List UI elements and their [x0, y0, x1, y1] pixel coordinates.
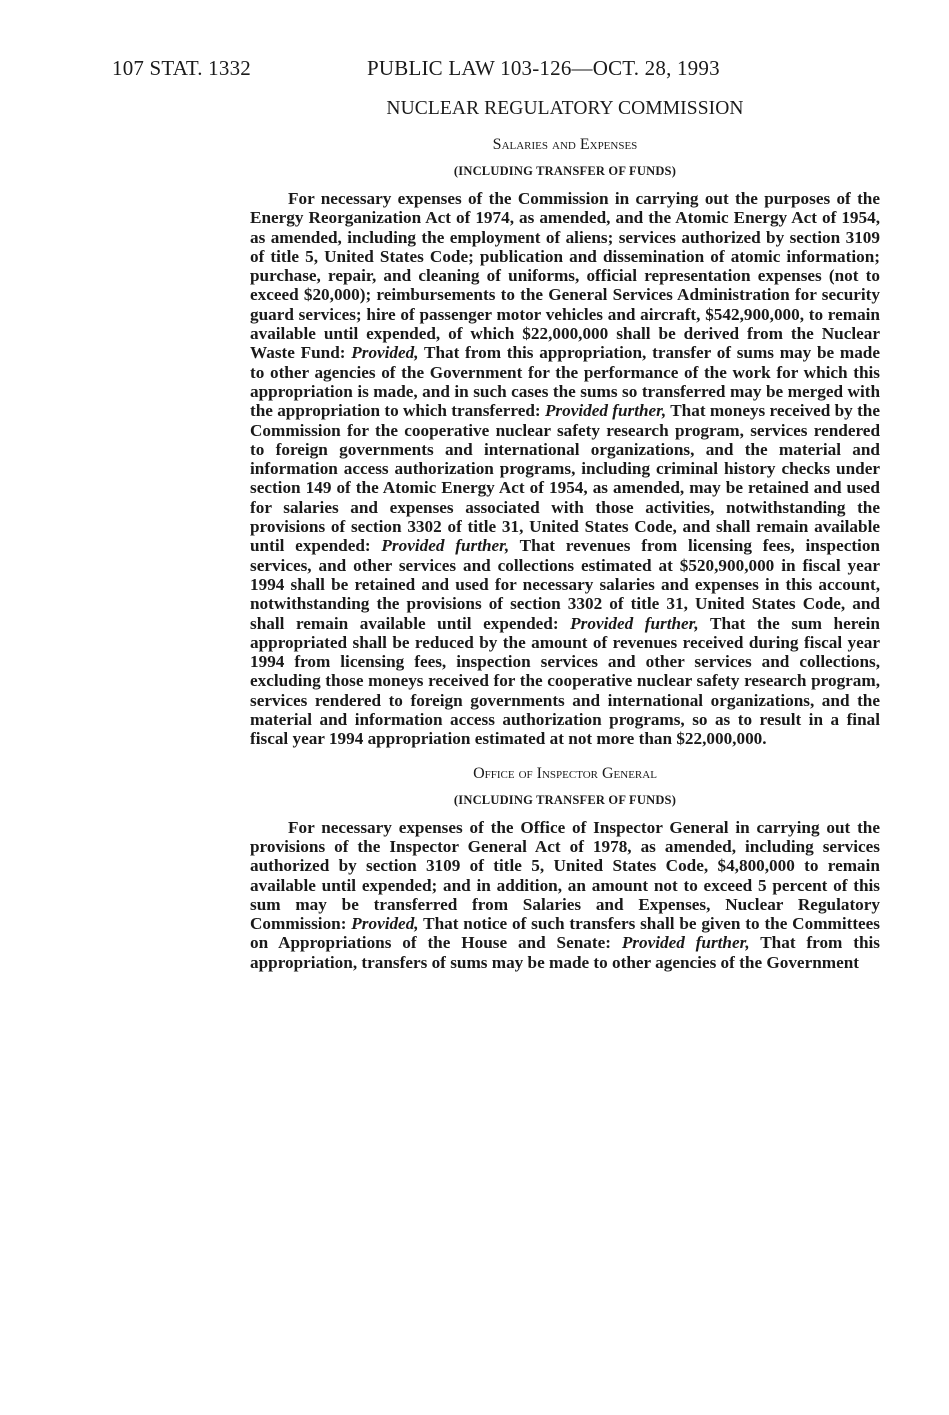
text-column: [250, 98, 880, 972]
stat-page-number: 107 STAT. 1332: [112, 56, 251, 80]
transfer-note-inspector-general: (INCLUDING TRANSFER OF FUNDS): [453, 792, 677, 807]
section-heading-inspector-general: Office of Inspector General: [473, 764, 657, 782]
section-heading-salaries: Salaries and Expenses: [492, 136, 638, 153]
agency-heading: NUCLEAR REGULATORY COMMISSION: [386, 98, 744, 119]
page-header: [112, 56, 812, 86]
transfer-note-salaries: (INCLUDING TRANSFER OF FUNDS): [453, 164, 677, 178]
paragraph-inspector-general: For necessary expenses of the Office of Inspector General in carrying out the provisions of the Inspector General Act of 1978, as amended, including services authorized by section 3109 of title 5, United States Code, $4,800,000 to remain available until expended; and in addition, an amount not to exceed 5 percent of this sum may be transferred from Salaries and Expenses, Nuclear Regulatory Commission: Provided, That notice of such transfers shall be given to the Committees on Appropriations of the House and Senate: Provided further, That from this appropriation, transfers of sums may be made to other agencies of the Government: [250, 817, 880, 972]
paragraph-salaries: For necessary expenses of the Commission in carrying out the purposes of the Energy Reorganization Act of 1974, as amended, and the Atomic Energy Act of 1954, as amended, including the employment of aliens; services authorized by section 3109 of title 5, United States Code; publication and dissemination of atomic information; purchase, repair, and cleaning of uniforms, official representation expenses (not to exceed $20,000); reimbursements to the General Services Administration for security guard services; hire of passenger motor vehicles and aircraft, $542,900,000, to remain available until expended, of which $22,000,000 shall be derived from the Nuclear Waste Fund: Provided, That from this appropriation, transfer of sums may be made to other agencies of the Government for the performance of the work for which this appropriation is made, and in such cases the sums so transferred may be merged with the appropriation to which transferred: Provided further, That moneys received by the Commission for the cooperative nuclear safety research program, services rendered to foreign governments and international organizations, and the material and information access authorization programs, including criminal history checks under section 149 of the Atomic Energy Act of 1954, as amended, may be retained and used for salaries and expenses associated with those activities, notwithstanding the provisions of section 3302 of title 31, United States Code, and shall remain available until expended: Provided further, That revenues from licensing fees, inspection services, and other services and collections estimated at $520,900,000 in fiscal year 1994 shall be retained and used for necessary salaries and expenses in this account, notwithstanding the provisions of section 3302 of title 31, United States Code, and shall remain available until expended: Provided further, That the sum herein appropriated shall be reduced by the amount of revenues received during fiscal year 1994 from licensing fees, inspection services and other services and collections, excluding those moneys received for the cooperative nuclear safety research program, services rendered to foreign governments and international organizations, and the material and information access authorization programs, so as to result in a final fiscal year 1994 appropriation estimated at not more than $22,000,000.: [250, 189, 880, 749]
public-law-citation: PUBLIC LAW 103-126—OCT. 28, 1993: [367, 56, 720, 80]
